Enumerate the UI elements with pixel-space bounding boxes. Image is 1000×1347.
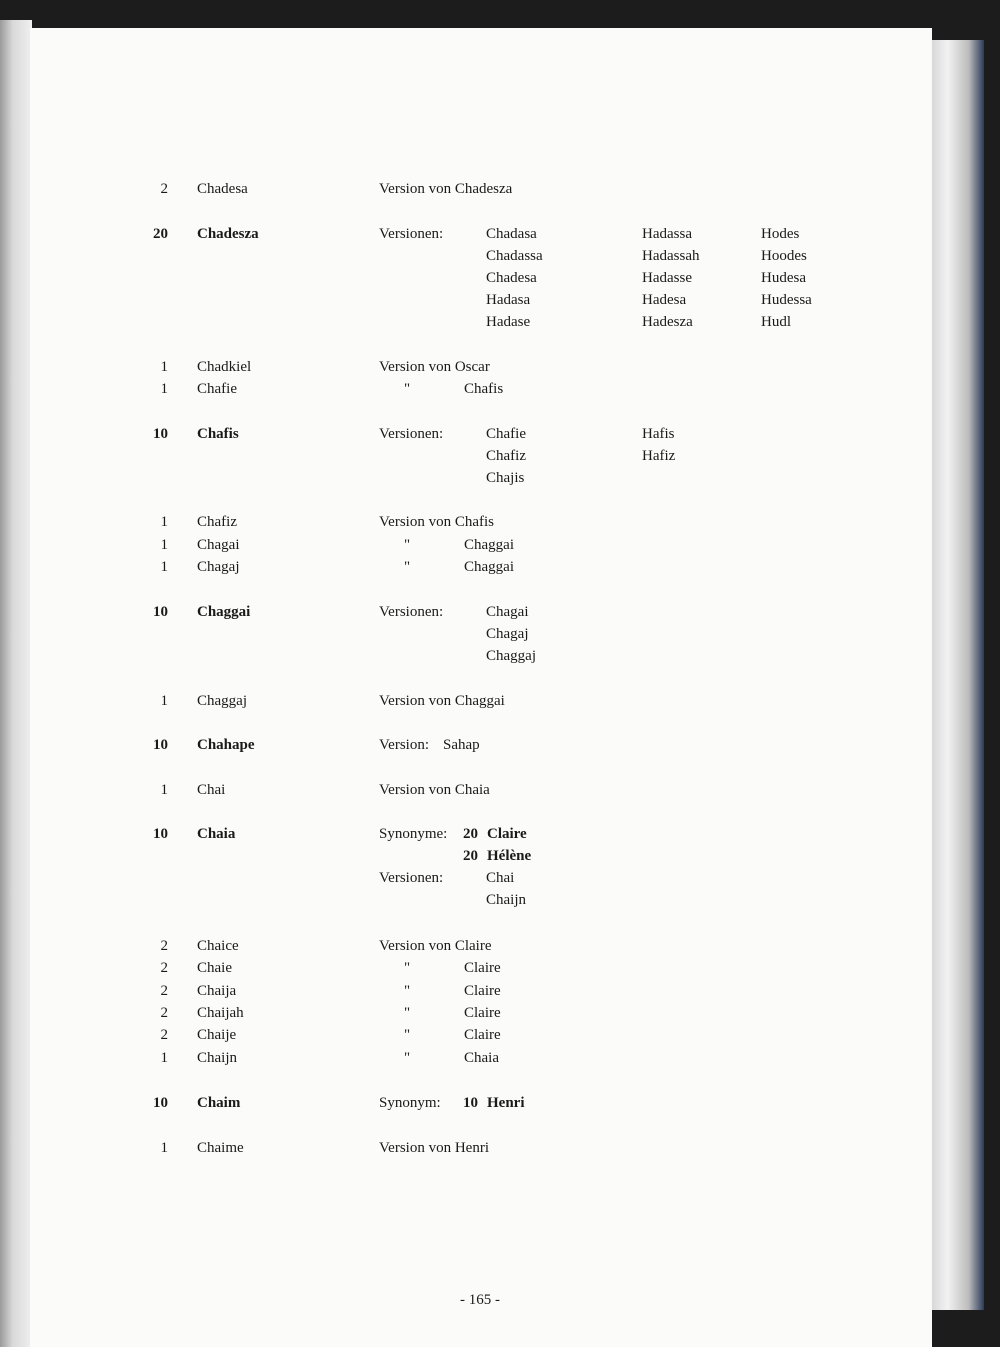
entry-name: Chaijah <box>197 1005 244 1021</box>
synonym-label: Synonym: <box>379 1095 441 1111</box>
versions-label: Versionen: <box>379 226 444 242</box>
version-name: Hodes <box>761 226 800 242</box>
entry-count: 1 <box>160 1140 168 1156</box>
entry-count: 1 <box>160 693 168 709</box>
version-name: Chaggaj <box>486 648 536 664</box>
version-name: Hadasse <box>642 270 692 286</box>
version-name: Hudessa <box>761 292 812 308</box>
version-name: Hadase <box>486 314 531 330</box>
entry-reference: Sahap <box>443 737 480 753</box>
synonym-count: 20 <box>463 826 478 842</box>
ditto-mark: " <box>404 537 411 553</box>
version-name: Hadasa <box>486 292 531 308</box>
entry-name: Chaim <box>197 1095 241 1111</box>
entry-name: Chadesza <box>197 226 259 242</box>
entry-count: 1 <box>160 359 168 375</box>
entry-name: Chadkiel <box>197 359 252 375</box>
entry-reference: Claire <box>464 1027 501 1043</box>
entry-count: 10 <box>153 737 168 753</box>
synonym-label: Synonyme: <box>379 826 448 842</box>
entry-reference: Chafis <box>464 381 504 397</box>
entry-name: Chaime <box>197 1140 244 1156</box>
version-name: Hudesa <box>761 270 806 286</box>
version-name: Hafiz <box>642 448 676 464</box>
entry-name: Chafiz <box>197 514 237 530</box>
versions-label: Versionen: <box>379 870 444 886</box>
version-name: Hadesza <box>642 314 693 330</box>
version-name: Chadesa <box>486 270 537 286</box>
synonym-name: Hélène <box>487 848 532 864</box>
entry-reference: Version von Chafis <box>379 514 494 530</box>
entry-name: Chagai <box>197 537 240 553</box>
entry-name: Chadesa <box>197 181 248 197</box>
versions-label: Versionen: <box>379 604 444 620</box>
version-name: Chaijn <box>486 892 526 908</box>
entry-name: Chaijn <box>197 1050 237 1066</box>
entry-count: 10 <box>153 426 168 442</box>
entry-name: Chai <box>197 782 226 798</box>
synonym-count: 10 <box>463 1095 478 1111</box>
version-name: Chafie <box>486 426 526 442</box>
entry-count: 1 <box>160 782 168 798</box>
entry-name: Chaggai <box>197 604 251 620</box>
synonym-name: Claire <box>487 826 527 842</box>
entry-reference: Claire <box>464 983 501 999</box>
entry-name: Chafie <box>197 381 237 397</box>
entry-reference: Version von Oscar <box>379 359 490 375</box>
ditto-mark: " <box>404 559 411 575</box>
book-page-edge <box>0 20 32 1347</box>
entry-name: Chahape <box>197 737 255 753</box>
book-cover-edge <box>932 40 984 1310</box>
version-name: Hadassa <box>642 226 692 242</box>
entry-name: Chaia <box>197 826 236 842</box>
entry-count: 2 <box>160 1005 168 1021</box>
ditto-mark: " <box>404 1027 411 1043</box>
entry-reference: Version von Claire <box>379 938 492 954</box>
version-label: Version: <box>379 737 429 753</box>
entry-reference: Claire <box>464 960 501 976</box>
entry-count: 1 <box>160 381 168 397</box>
entry-count: 1 <box>160 537 168 553</box>
ditto-mark: " <box>404 960 411 976</box>
entry-count: 10 <box>153 604 168 620</box>
entry-count: 1 <box>160 559 168 575</box>
page-number: - 165 - <box>460 1292 500 1308</box>
entry-count: 2 <box>160 1027 168 1043</box>
synonym-name: Henri <box>487 1095 525 1111</box>
version-name: Hadesa <box>642 292 687 308</box>
entry-name: Chafis <box>197 426 239 442</box>
entry-reference: Chaggai <box>464 559 514 575</box>
entry-count: 2 <box>160 181 168 197</box>
version-name: Hudl <box>761 314 791 330</box>
entry-count: 1 <box>160 1050 168 1066</box>
version-name: Hafis <box>642 426 675 442</box>
version-name: Chafiz <box>486 448 526 464</box>
entry-count: 10 <box>153 826 168 842</box>
entry-name: Chaie <box>197 960 232 976</box>
ditto-mark: " <box>404 381 411 397</box>
version-name: Chajis <box>486 470 525 486</box>
version-name: Hoodes <box>761 248 807 264</box>
entry-reference: Chaia <box>464 1050 499 1066</box>
entry-reference: Claire <box>464 1005 501 1021</box>
version-name: Chai <box>486 870 515 886</box>
entry-name: Chagaj <box>197 559 240 575</box>
entry-name: Chaije <box>197 1027 237 1043</box>
ditto-mark: " <box>404 1050 411 1066</box>
entry-name: Chaggaj <box>197 693 247 709</box>
entry-reference: Version von Chadesza <box>379 181 513 197</box>
entry-count: 10 <box>153 1095 168 1111</box>
entry-count: 2 <box>160 960 168 976</box>
entry-count: 2 <box>160 983 168 999</box>
entry-count: 20 <box>153 226 168 242</box>
ditto-mark: " <box>404 1005 411 1021</box>
version-name: Chagaj <box>486 626 529 642</box>
ditto-mark: " <box>404 983 411 999</box>
version-name: Chadassa <box>486 248 543 264</box>
synonym-count: 20 <box>463 848 478 864</box>
version-name: Chagai <box>486 604 529 620</box>
entry-reference: Version von Chaggai <box>379 693 505 709</box>
version-name: Chadasa <box>486 226 537 242</box>
entry-name: Chaice <box>197 938 239 954</box>
entry-count: 2 <box>160 938 168 954</box>
entry-count: 1 <box>160 514 168 530</box>
entry-name: Chaija <box>197 983 237 999</box>
entry-reference: Chaggai <box>464 537 514 553</box>
entry-reference: Version von Henri <box>379 1140 489 1156</box>
entry-reference: Version von Chaia <box>379 782 490 798</box>
versions-label: Versionen: <box>379 426 444 442</box>
version-name: Hadassah <box>642 248 700 264</box>
